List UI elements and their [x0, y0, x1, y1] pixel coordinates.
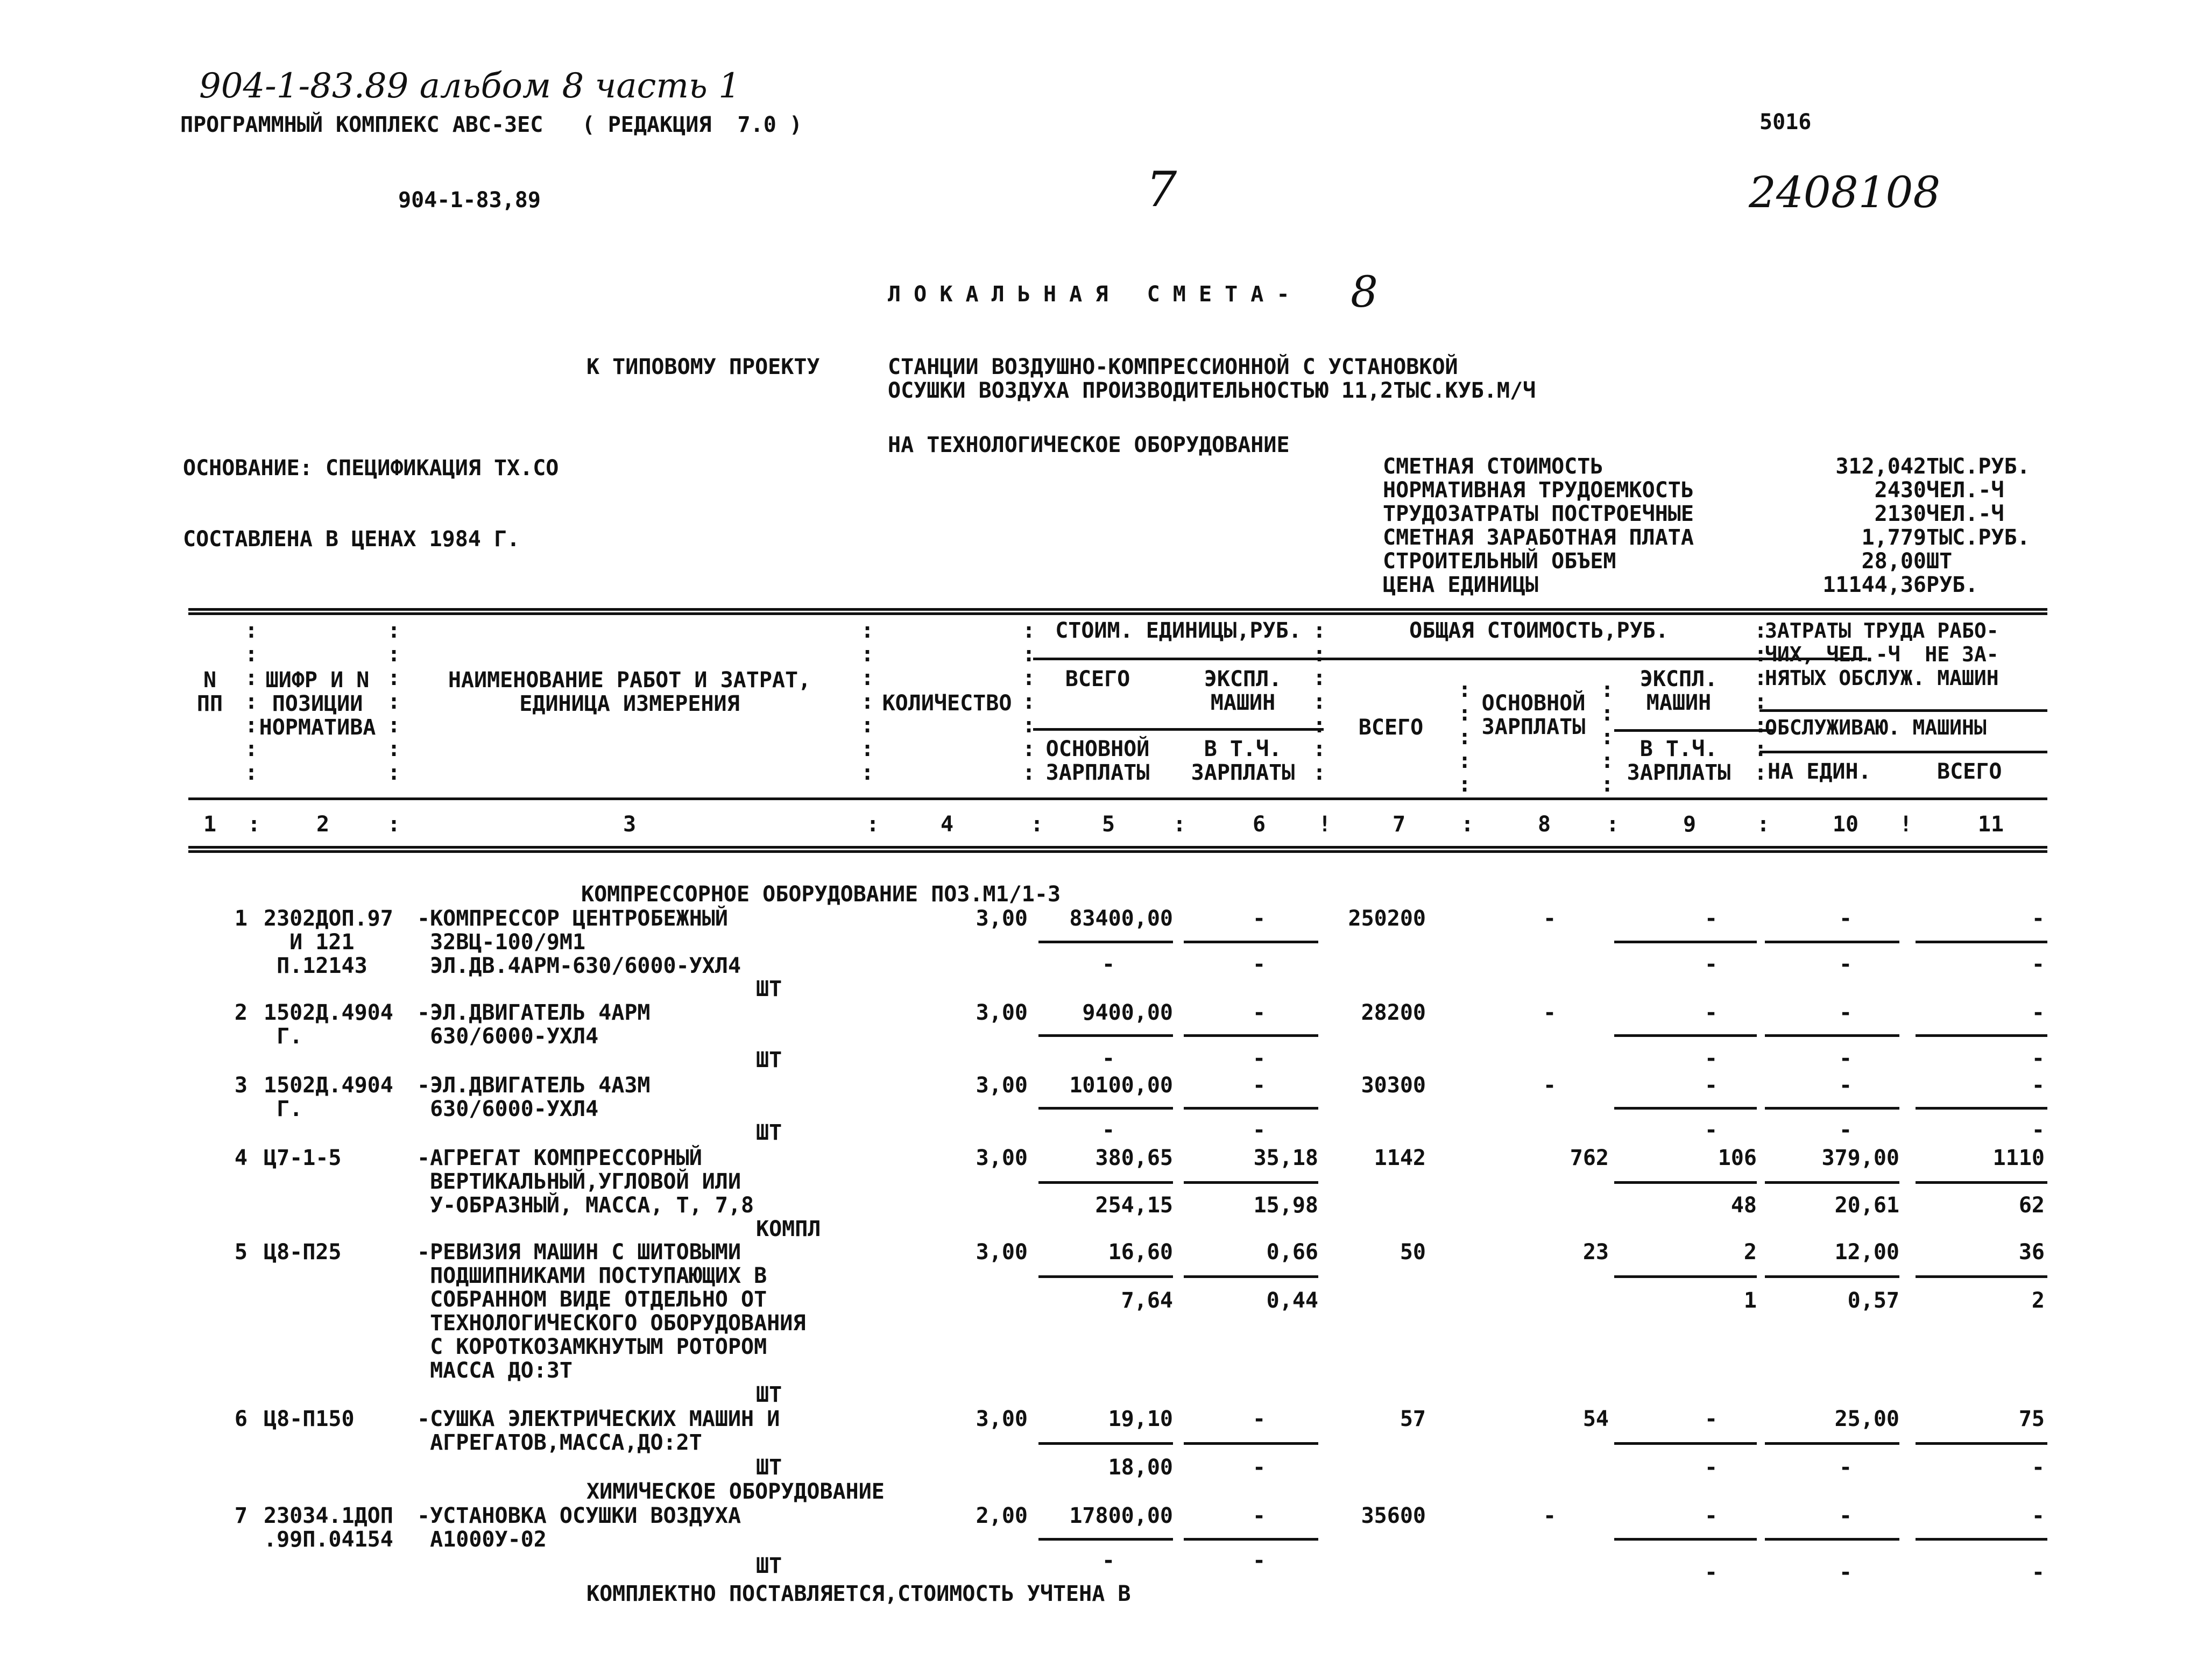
row-c10: - — [1839, 1000, 1853, 1025]
column-number: 10 — [1832, 812, 1859, 837]
summary-label: ТРУДОЗАТРАТЫ ПОСТРОЕЧНЫЕ — [1383, 502, 1694, 526]
col-sep: : — [1606, 812, 1620, 837]
row-c9: 106 — [1718, 1146, 1757, 1170]
row-rule — [1038, 1538, 1173, 1541]
row-c7: 30300 — [1361, 1073, 1426, 1098]
row-c11: - — [2031, 1073, 2045, 1098]
row-rule — [1184, 1538, 1318, 1541]
row-c5b: - — [1101, 1118, 1115, 1142]
summary-unit: ЧЕЛ.-Ч — [1926, 502, 2004, 526]
row-rule — [1614, 1275, 1757, 1278]
row-c5: 9400,00 — [1082, 1000, 1173, 1025]
row-rule — [1184, 1181, 1318, 1184]
row-rule — [1614, 1107, 1757, 1110]
row-c9b: - — [1704, 1560, 1718, 1585]
column-number: 1 — [203, 812, 217, 837]
row-c5: 10100,00 — [1069, 1073, 1173, 1098]
col-header-total-wage: ОСНОВНОЙ ЗАРПЛАТЫ — [1481, 691, 1586, 739]
row-c11b: 62 — [2018, 1193, 2045, 1218]
row-name: -АГРЕГАТ КОМПРЕССОРНЫЙ ВЕРТИКАЛЬНЫЙ,УГЛОВОЙ ИЛИ У-ОБРАЗНЫЙ, МАССА, Т, 7,8 — [417, 1146, 754, 1218]
row-code: Ц8-П150 — [264, 1407, 355, 1431]
col-header-total-all: ВСЕГО — [1358, 715, 1424, 740]
col-header-unit-wage: ОСНОВНОЙ ЗАРПЛАТЫ — [1045, 737, 1150, 785]
project-name-line-1: СТАНЦИИ ВОЗДУШНО-КОМПРЕССИОННОЙ С УСТАНОВКОЙ — [888, 355, 1458, 379]
col-header-number: N ПП — [196, 668, 223, 716]
row-c9b: - — [1704, 1118, 1718, 1142]
to-project-label: К ТИПОВОМУ ПРОЕКТУ — [586, 355, 820, 379]
row-rule — [1038, 1275, 1173, 1278]
header-labor-rule — [1759, 709, 2047, 712]
row-quantity: 3,00 — [976, 1073, 1028, 1098]
row-rule — [1038, 1442, 1173, 1445]
row-c11b: - — [2031, 1118, 2045, 1142]
row-rule — [1038, 1107, 1173, 1110]
row-c7: 28200 — [1361, 1000, 1426, 1025]
col-header-unit-mach: ЭКСПЛ. МАШИН — [1204, 667, 1282, 715]
row-name: -УСТАНОВКА ОСУШКИ ВОЗДУХА A1000У-02 — [417, 1503, 741, 1552]
row-rule — [1765, 941, 1899, 943]
row-code: 2302ДОП.97 И 121 П.12143 — [264, 906, 393, 978]
row-rule — [1765, 1442, 1899, 1445]
col-sep: : : : : : : : — [1313, 618, 1326, 785]
row-c11: 36 — [2018, 1240, 2045, 1265]
column-number: 5 — [1101, 812, 1115, 837]
row-number: 1 — [234, 906, 248, 931]
col-sep: ! — [1899, 812, 1913, 837]
handwritten-note: 904-1-83.89 альбом 8 часть 1 — [199, 66, 740, 106]
estimate-basis: ОСНОВАНИЕ: СПЕЦИФИКАЦИЯ ТХ.СО — [183, 456, 559, 481]
col-sep: : — [387, 812, 401, 837]
row-c10b: - — [1839, 1118, 1853, 1142]
row-c6: - — [1252, 1407, 1266, 1431]
row-c7: 35600 — [1361, 1503, 1426, 1528]
row-quantity: 3,00 — [976, 1000, 1028, 1025]
row-c10b: - — [1839, 1455, 1853, 1480]
row-name: -СУШКА ЭЛЕКТРИЧЕСКИХ МАШИН И АГРЕГАТОВ,МАССА,ДО:2Т — [417, 1407, 780, 1455]
col-header-unit-cost: СТОИМ. ЕДИНИЦЫ,РУБ. — [1055, 618, 1302, 643]
row-c8: 23 — [1582, 1240, 1609, 1265]
row-c9: - — [1704, 1000, 1718, 1025]
col-header-labor: ЗАТРАТЫ ТРУДА РАБО- ЧИХ, ЧЕЛ.-Ч НЕ ЗА- НЯТЫХ ОБСЛУЖ. МАШИН — [1765, 619, 1999, 690]
numbers-bottom-rule-2 — [188, 850, 2047, 853]
row-number: 3 — [234, 1073, 248, 1098]
summary-unit: ШТ — [1926, 549, 1953, 574]
header-sub-rule-3 — [1614, 729, 1776, 732]
row-c11b: - — [2031, 1455, 2045, 1480]
summary-unit: РУБ. — [1926, 573, 1978, 597]
row-c5b: 254,15 — [1095, 1193, 1173, 1218]
col-header-unit-total: ВСЕГО — [1065, 667, 1130, 691]
header-bottom-rule — [188, 797, 2047, 800]
row-c8: - — [1543, 1503, 1557, 1528]
row-rule — [1614, 1442, 1757, 1445]
row-c8: - — [1543, 1000, 1557, 1025]
col-sep: : — [1461, 812, 1474, 837]
row-rule — [1038, 1034, 1173, 1037]
row-rule — [1184, 1034, 1318, 1037]
col-sep: : : : : : — [1601, 677, 1614, 797]
row-c9: 2 — [1743, 1240, 1757, 1265]
row-c8: 54 — [1582, 1407, 1609, 1431]
row-c5: 83400,00 — [1069, 906, 1173, 931]
row-name: -ЭЛ.ДВИГАТЕЛЬ 4АРМ 630/6000-УХЛ4 — [417, 1000, 651, 1049]
row-c6: - — [1252, 906, 1266, 931]
row-c10b: - — [1839, 1046, 1853, 1071]
row-rule — [1765, 1107, 1899, 1110]
header-sub-rule-2 — [1033, 728, 1324, 731]
column-number: 2 — [316, 812, 330, 837]
row-unit: КОМПЛ — [756, 1217, 821, 1241]
row-c5: 19,10 — [1108, 1407, 1173, 1431]
col-sep: : — [866, 812, 880, 837]
row-quantity: 3,00 — [976, 906, 1028, 931]
summary-label: ЦЕНА ЕДИНИЦЫ — [1383, 573, 1538, 597]
row-c10b: 0,57 — [1847, 1288, 1899, 1313]
summary-row — [1383, 526, 2050, 549]
summary-value: 11144,36 — [1822, 573, 1926, 597]
row-unit: ШТ — [756, 1120, 782, 1145]
summary-label: НОРМАТИВНАЯ ТРУДОЕМКОСТЬ — [1383, 478, 1694, 503]
summary-unit: ТЫС.РУБ. — [1926, 525, 2030, 550]
row-c6b: - — [1252, 1046, 1266, 1071]
column-number: 11 — [1977, 812, 2004, 837]
row-number: 5 — [234, 1240, 248, 1265]
project-name-line-2: ОСУШКИ ВОЗДУХА ПРОИЗВОДИТЕЛЬНОСТЬЮ 11,2ТЫС.КУБ.М/Ч — [888, 378, 1536, 403]
row-rule — [1765, 1538, 1899, 1541]
row-quantity: 3,00 — [976, 1407, 1028, 1431]
row-c11: - — [2031, 1503, 2045, 1528]
row-c5b: - — [1101, 952, 1115, 977]
row-c9b: 1 — [1743, 1288, 1757, 1313]
row-c11b: - — [2031, 1046, 2045, 1071]
row-c11: 75 — [2018, 1407, 2045, 1431]
row-rule — [1184, 1442, 1318, 1445]
row-c7: 50 — [1400, 1240, 1426, 1265]
row-c9: - — [1704, 1407, 1718, 1431]
row-c11: 1110 — [1992, 1146, 2045, 1170]
row-c6b: - — [1252, 952, 1266, 977]
summary-block — [1383, 455, 2050, 597]
row-c8: - — [1543, 906, 1557, 931]
row-c5: 380,65 — [1095, 1146, 1173, 1170]
row-unit: ШТ — [756, 1554, 782, 1578]
col-sep: : : : : : : : — [245, 618, 258, 785]
row-c6b: 15,98 — [1253, 1193, 1318, 1218]
row-c5b: 18,00 — [1108, 1455, 1173, 1480]
row-c9: - — [1704, 1503, 1718, 1528]
row-rule — [1614, 1181, 1757, 1184]
row-c5b: - — [1101, 1548, 1115, 1573]
col-header-name: НАИМЕНОВАНИЕ РАБОТ И ЗАТРАТ, ЕДИНИЦА ИЗМЕРЕНИЯ — [448, 668, 811, 716]
column-number: 4 — [940, 812, 954, 837]
row-c5: 17800,00 — [1069, 1503, 1173, 1528]
col-sep: : — [1757, 812, 1770, 837]
row-unit: ШТ — [756, 1382, 782, 1407]
row-c9: - — [1704, 1073, 1718, 1098]
column-number: 7 — [1392, 812, 1406, 837]
numbers-bottom-rule — [188, 846, 2047, 849]
row-c6: - — [1252, 1503, 1266, 1528]
summary-label: СТРОИТЕЛЬНЫЙ ОБЪЕМ — [1383, 549, 1616, 574]
col-header-labor-per-unit: НА ЕДИН. — [1768, 759, 1871, 784]
row-quantity: 3,00 — [976, 1146, 1028, 1170]
price-level: СОСТАВЛЕНА В ЦЕНАХ 1984 Г. — [183, 527, 520, 552]
col-sep: : : : : : : : — [1754, 618, 1768, 785]
column-number: 3 — [623, 812, 637, 837]
section-compressor: КОМПРЕССОРНОЕ ОБОРУДОВАНИЕ ПОЗ.М1/1-3 — [581, 882, 1061, 907]
col-sep: ! — [1318, 812, 1332, 837]
col-sep: : : : : : : : — [861, 618, 874, 785]
row-c7: 1142 — [1374, 1146, 1426, 1170]
row-code: 23034.1ДОП .99П.04154 — [264, 1503, 393, 1552]
row-name: -РЕВИЗИЯ МАШИН С ШИТОВЫМИ ПОДШИПНИКАМИ ПОСТУПАЮЩИХ В СОБРАННОМ ВИДЕ ОТДЕЛЬНО ОТ ТЕХНОЛОГИЧЕСКОГО ОБОРУДОВАНИЯ С КОРОТКОЗАМКНУТЫМ РОТОРОМ МАССА ДО:3Т — [417, 1240, 806, 1383]
row-c11: - — [2031, 1000, 2045, 1025]
col-header-labor-total: ВСЕГО — [1937, 759, 2002, 784]
row-quantity: 3,00 — [976, 1240, 1028, 1265]
row-rule — [1916, 1442, 2047, 1445]
row-name: -КОМПРЕССОР ЦЕНТРОБЕЖНЫЙ 32ВЦ-100/9М1 ЭЛ.ДВ.4АРМ-630/6000-УХЛ4 — [417, 906, 741, 978]
row-c5b: 7,64 — [1121, 1288, 1173, 1313]
col-sep: : : : : : : : — [387, 618, 401, 785]
row-c6: - — [1252, 1073, 1266, 1098]
row-c11: - — [2031, 906, 2045, 931]
row-c10: - — [1839, 906, 1853, 931]
summary-value: 312,042 — [1835, 454, 1926, 479]
row-c5: 16,60 — [1108, 1240, 1173, 1265]
summary-row — [1383, 502, 2050, 526]
row-c6b: - — [1252, 1118, 1266, 1142]
row-number: 7 — [234, 1503, 248, 1528]
row-rule — [1916, 1107, 2047, 1110]
col-header-quantity: КОЛИЧЕСТВО — [882, 691, 1012, 716]
row-c11b: - — [2031, 1560, 2045, 1585]
document-title: Л О К А Л Ь Н А Я С М Е Т А - — [888, 282, 1290, 307]
col-sep: : : : : : : : — [1022, 618, 1036, 785]
summary-value: 1,779 — [1861, 525, 1926, 550]
summary-row — [1383, 573, 2050, 597]
col-sep: : — [1173, 812, 1186, 837]
row-c9b: - — [1704, 1046, 1718, 1071]
section-chemical: ХИМИЧЕСКОЕ ОБОРУДОВАНИЕ — [586, 1479, 885, 1504]
row-rule — [1614, 1538, 1757, 1541]
row-code: 1502Д.4904 Г. — [264, 1073, 393, 1121]
row-rule — [1184, 941, 1318, 943]
row-c9b: - — [1704, 952, 1718, 977]
handwritten-estimate-number: 8 — [1351, 267, 1378, 317]
row-c9b: - — [1704, 1455, 1718, 1480]
col-header-total-cost: ОБЩАЯ СТОИМОСТЬ,РУБ. — [1409, 618, 1669, 643]
row-unit: ШТ — [756, 1455, 782, 1480]
row-unit: ШТ — [756, 977, 782, 1001]
header-sub-rule — [1033, 658, 1867, 660]
row-rule — [1916, 1181, 2047, 1184]
col-header-total-mach-wage: В Т.Ч. ЗАРПЛАТЫ — [1627, 737, 1731, 785]
row-name: -ЭЛ.ДВИГАТЕЛЬ 4АЗМ 630/6000-УХЛ4 — [417, 1073, 651, 1121]
column-number: 8 — [1537, 812, 1551, 837]
row-c6: - — [1252, 1000, 1266, 1025]
table-top-rule — [188, 608, 2047, 611]
project-code: 904-1-83,89 — [398, 188, 541, 213]
row-code: 1502Д.4904 Г. — [264, 1000, 393, 1049]
row-rule — [1184, 1107, 1318, 1110]
row-c10: 25,00 — [1834, 1407, 1899, 1431]
col-header-labor-sub: ОБСЛУЖИВАЮ. МАШИНЫ — [1765, 716, 1987, 739]
summary-row — [1383, 455, 2050, 478]
row-c9: - — [1704, 906, 1718, 931]
row-code: Ц8-П25 — [264, 1240, 342, 1265]
row-number: 4 — [234, 1146, 248, 1170]
row-c10b: - — [1839, 1560, 1853, 1585]
col-header-total-mach: ЭКСПЛ. МАШИН — [1639, 667, 1718, 715]
summary-value: 2430 — [1874, 478, 1926, 503]
row-c9b: 48 — [1730, 1193, 1757, 1218]
row-number: 2 — [234, 1000, 248, 1025]
row-c5b: - — [1101, 1046, 1115, 1071]
row-rule — [1184, 1275, 1318, 1278]
row-c7: 250200 — [1348, 906, 1426, 931]
row-c10: 379,00 — [1821, 1146, 1899, 1170]
row-c6b: - — [1252, 1455, 1266, 1480]
row-c10b: - — [1839, 952, 1853, 977]
summary-label: СМЕТНАЯ ЗАРАБОТНАЯ ПЛАТА — [1383, 525, 1694, 550]
program-header: ПРОГРАММНЫЙ КОМПЛЕКС АВС-ЗЕС ( РЕДАКЦИЯ 7.0 ) — [180, 112, 802, 137]
row-c6b: 0,44 — [1266, 1288, 1318, 1313]
row-code: Ц7-1-5 — [264, 1146, 342, 1170]
summary-row — [1383, 549, 2050, 573]
handwritten-code-mark: 2408108 — [1749, 167, 1941, 217]
row-rule — [1765, 1034, 1899, 1037]
col-sep: : — [248, 812, 261, 837]
row-unit: ШТ — [756, 1048, 782, 1072]
row-c10b: 20,61 — [1834, 1193, 1899, 1218]
row-rule — [1038, 941, 1173, 943]
handwritten-page-mark: 7 — [1146, 161, 1177, 218]
row-c6: 0,66 — [1266, 1240, 1318, 1265]
row-rule — [1614, 941, 1757, 943]
summary-label: СМЕТНАЯ СТОИМОСТЬ — [1383, 454, 1603, 479]
summary-unit: ТЫС.РУБ. — [1926, 454, 2030, 479]
col-sep: : : : : : — [1458, 677, 1472, 797]
row-rule — [1614, 1034, 1757, 1037]
col-header-unit-mach-wage: В Т.Ч. ЗАРПЛАТЫ — [1191, 737, 1295, 785]
row-rule — [1916, 1538, 2047, 1541]
summary-value: 2130 — [1874, 502, 1926, 526]
row-rule — [1038, 1181, 1173, 1184]
row-c10: - — [1839, 1073, 1853, 1098]
col-header-code: ШИФР И N ПОЗИЦИИ НОРМАТИВА — [259, 668, 376, 740]
row-c11b: 2 — [2031, 1288, 2045, 1313]
row-c10: - — [1839, 1503, 1853, 1528]
row-c8: 762 — [1570, 1146, 1609, 1170]
summary-unit: ЧЕЛ.-Ч — [1926, 478, 2004, 503]
row-c11b: - — [2031, 952, 2045, 977]
header-labor-rule-2 — [1759, 751, 2047, 753]
column-number: 9 — [1683, 812, 1697, 837]
row-c6: 35,18 — [1253, 1146, 1318, 1170]
row-rule — [1765, 1275, 1899, 1278]
row-c8: - — [1543, 1073, 1557, 1098]
page-number: 5016 — [1759, 110, 1812, 135]
row-c7: 57 — [1400, 1407, 1426, 1431]
table-top-rule-2 — [188, 612, 2047, 615]
estimate-scope: НА ТЕХНОЛОГИЧЕСКОЕ ОБОРУДОВАНИЕ — [888, 433, 1290, 457]
summary-row — [1383, 478, 2050, 502]
row-quantity: 2,00 — [976, 1503, 1028, 1528]
row-rule — [1916, 1034, 2047, 1037]
row-number: 6 — [234, 1407, 248, 1431]
row-rule — [1916, 1275, 2047, 1278]
summary-value: 28,00 — [1861, 549, 1926, 574]
row-rule — [1916, 941, 2047, 943]
col-sep: : — [1030, 812, 1044, 837]
column-number: 6 — [1252, 812, 1266, 837]
row-rule — [1765, 1181, 1899, 1184]
row-c10: 12,00 — [1834, 1240, 1899, 1265]
footer-note: КОМПЛЕКТНО ПОСТАВЛЯЕТСЯ,СТОИМОСТЬ УЧТЕНА В — [586, 1582, 1131, 1606]
row-c6b: - — [1252, 1548, 1266, 1573]
